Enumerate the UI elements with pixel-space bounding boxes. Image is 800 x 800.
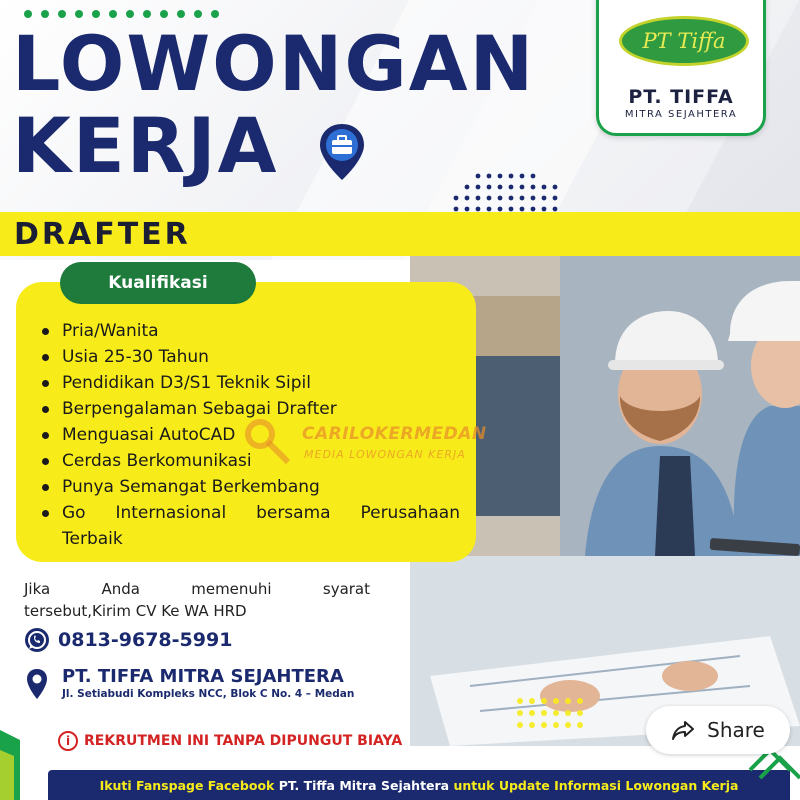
cta-word: Jika [24, 580, 51, 598]
cta-word: memenuhi [191, 580, 272, 598]
list-item: Pendidikan D3/S1 Teknik Sipil [40, 370, 460, 396]
position-title: DRAFTER [14, 217, 191, 252]
qualifications-list [40, 318, 460, 552]
list-item-continuation: Terbaik [62, 529, 123, 549]
green-dots-decoration [24, 10, 219, 18]
cta-line-2: tersebut,Kirim CV Ke WA HRD [24, 602, 247, 620]
company-address: Jl. Setiabudi Kompleks NCC, Blok C No. 4 – Medan [62, 688, 355, 700]
company-name: PT. TIFFA MITRA SEJAHTERA [62, 666, 344, 687]
apply-instructions [24, 578, 370, 622]
list-item: Pria/Wanita [40, 318, 460, 344]
list-item: Berpengalaman Sebagai Drafter [40, 396, 460, 422]
logo-subtitle: MITRA SEJAHTERA [624, 109, 738, 120]
headline-line-1: LOWONGAN [12, 19, 536, 108]
briefcase-pin-icon [318, 122, 366, 182]
green-accent-decoration [0, 730, 20, 800]
footer-text-3: untuk Update Informasi Lowongan Kerja [453, 777, 739, 793]
free-recruitment-notice [58, 731, 402, 751]
info-icon: i [58, 731, 78, 751]
list-item: Menguasai AutoCAD [40, 422, 460, 448]
whatsapp-icon [24, 627, 50, 653]
location-pin-icon [26, 668, 48, 700]
list-item: Usia 25-30 Tahun [40, 344, 460, 370]
cta-word: Anda [101, 580, 140, 598]
share-label: Share [707, 718, 765, 742]
footer-text-2: PT. Tiffa Mitra Sejahtera [278, 777, 450, 793]
share-icon [671, 719, 695, 741]
whatsapp-contact[interactable] [24, 627, 232, 653]
list-item: Punya Semangat Berkembang [40, 474, 460, 500]
watermark-title: CARILOKERMEDAN [302, 424, 487, 444]
footer-banner [48, 770, 790, 800]
logo-emblem: PT Tiffa [619, 16, 749, 66]
whatsapp-number: 0813-9678-5991 [58, 629, 233, 651]
free-notice-text: REKRUTMEN INI TANPA DIPUNGUT BIAYA [84, 733, 403, 749]
watermark-subtitle: MEDIA LOWONGAN KERJA [304, 448, 466, 461]
qualifications-title: Kualifikasi [60, 262, 256, 304]
footer-text-1: Ikuti Fanspage Facebook [99, 777, 275, 793]
headline-line-2: KERJA [12, 101, 279, 190]
list-item: Cerdas Berkomunikasi [40, 448, 460, 474]
logo-name: PT. TIFFA [628, 86, 734, 108]
share-button[interactable] [646, 706, 790, 754]
company-logo [596, 0, 766, 136]
list-item: Go Internasional bersama Perusahaan [40, 500, 460, 526]
cta-word: syarat [322, 580, 370, 598]
